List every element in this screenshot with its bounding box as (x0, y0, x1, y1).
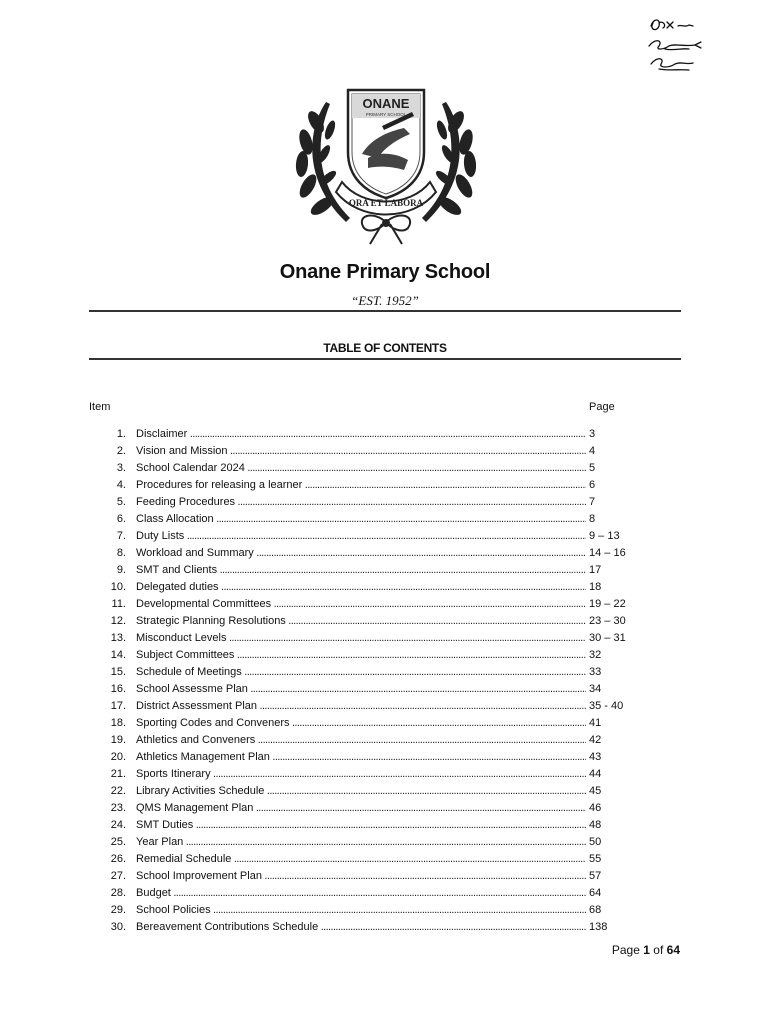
toc-entry-title[interactable]: Misconduct Levels ..... (136, 630, 586, 647)
school-crest-logo (286, 82, 486, 248)
toc-entry-number: 24. (110, 819, 126, 831)
toc-entry[interactable] (0, 851, 770, 868)
toc-entry[interactable] (0, 528, 770, 545)
toc-entry-number: 5. (116, 496, 126, 508)
toc-entry[interactable] (0, 749, 770, 766)
toc-entry-title[interactable]: School Assessme Plan ..... (136, 681, 586, 698)
toc-entry[interactable] (0, 800, 770, 817)
toc-entry[interactable] (0, 766, 770, 783)
page-footer (612, 943, 680, 957)
toc-entry-title[interactable]: Library Activities Schedule ..... (136, 783, 586, 800)
toc-entry-page: 30 – 31 (589, 632, 626, 644)
toc-entry-page: 48 (589, 819, 602, 831)
toc-entry-number: 23. (110, 802, 126, 814)
toc-entry-title[interactable]: Sports Itinerary ..... (136, 766, 586, 783)
toc-entry[interactable] (0, 783, 770, 800)
toc-entry-page: 41 (589, 717, 602, 729)
established-year: “EST. 1952” (351, 293, 419, 308)
toc-entry-page: 23 – 30 (589, 615, 626, 627)
toc-entry-title[interactable]: Delegated duties ..... (136, 579, 586, 596)
toc-entry-title[interactable]: Duty Lists ..... (136, 528, 586, 545)
toc-entry-number: 11. (111, 598, 126, 610)
toc-entry-title[interactable]: Class Allocation ..... (136, 511, 586, 528)
toc-entry-number: 2. (116, 445, 126, 457)
toc-entry[interactable] (0, 443, 770, 460)
toc-entry-title[interactable]: Feeding Procedures ..... (136, 494, 586, 511)
toc-entry[interactable] (0, 834, 770, 851)
toc-entry-page: 32 (589, 649, 602, 661)
toc-entry[interactable] (0, 630, 770, 647)
toc-entry[interactable] (0, 817, 770, 834)
toc-entry-number: 22. (110, 785, 126, 797)
toc-entry-number: 4. (116, 479, 126, 491)
page-column-header: Page (589, 401, 615, 413)
toc-entry[interactable] (0, 545, 770, 562)
toc-entry[interactable] (0, 579, 770, 596)
toc-entry-page: 6 (589, 479, 596, 491)
toc-entry-title[interactable]: Remedial Schedule ..... (136, 851, 586, 868)
toc-entry-page: 33 (589, 666, 602, 678)
toc-entry-number: 28. (110, 887, 126, 899)
crest-subtitle-text: PRIMARY SCHOOL (365, 112, 407, 117)
toc-entry-page: 44 (589, 768, 602, 780)
toc-entry-page: 55 (589, 853, 602, 865)
toc-entry-page: 43 (589, 751, 602, 763)
toc-entry[interactable] (0, 902, 770, 919)
toc-entry[interactable] (0, 460, 770, 477)
footer-of-label: of (653, 943, 664, 957)
toc-entry-title[interactable]: School Policies ..... (136, 902, 586, 919)
toc-entry-page: 4 (589, 445, 596, 457)
toc-entry-title[interactable]: QMS Management Plan ..... (136, 800, 586, 817)
toc-entry[interactable] (0, 647, 770, 664)
toc-entry[interactable] (0, 477, 770, 494)
toc-entry[interactable] (0, 885, 770, 902)
toc-entry-number: 26. (110, 853, 126, 865)
toc-entry-number: 12. (110, 615, 126, 627)
toc-entry[interactable] (0, 613, 770, 630)
toc-entry-title[interactable]: Subject Committees ..... (136, 647, 586, 664)
toc-entry-number: 10. (110, 581, 126, 593)
toc-entry-page: 17 (589, 564, 602, 576)
toc-entry-title[interactable]: Disclaimer ..... (136, 426, 586, 443)
toc-entry-number: 3. (116, 462, 126, 474)
toc-entry-page: 46 (589, 802, 602, 814)
toc-entry-title[interactable]: Vision and Mission ..... (136, 443, 586, 460)
school-name-title: Onane Primary School (279, 261, 491, 283)
toc-entry[interactable] (0, 562, 770, 579)
toc-entry-page: 35 - 40 (589, 700, 624, 712)
toc-entry-title[interactable]: Athletics Management Plan ..... (136, 749, 586, 766)
toc-entry-number: 13. (110, 632, 126, 644)
toc-entry-page: 64 (589, 887, 602, 899)
toc-entry-number: 30. (110, 921, 126, 933)
toc-entry-number: 6. (116, 513, 126, 525)
toc-entry-number: 27. (110, 870, 126, 882)
toc-entry-number: 20. (110, 751, 126, 763)
toc-entry-title[interactable]: Schedule of Meetings ..... (136, 664, 586, 681)
toc-entry-number: 29. (110, 904, 126, 916)
toc-entry[interactable] (0, 732, 770, 749)
toc-entry-number: 17. (110, 700, 126, 712)
toc-entry-title[interactable]: Bereavement Contributions Schedule ..... (136, 919, 586, 936)
toc-entry-title[interactable]: School Improvement Plan ..... (136, 868, 586, 885)
toc-entry-number: 7. (116, 530, 126, 542)
item-column-header: Item (89, 401, 111, 413)
toc-entry-title[interactable]: SMT and Clients ..... (136, 562, 586, 579)
header-divider-bottom (89, 358, 681, 360)
toc-entry[interactable] (0, 698, 770, 715)
toc-entry[interactable] (0, 919, 770, 936)
toc-entry-title[interactable]: Year Plan ..... (136, 834, 586, 851)
crest-motto-text: ORA ET LABORA (348, 198, 424, 208)
toc-entry-title[interactable]: District Assessment Plan ..... (136, 698, 586, 715)
toc-entry[interactable] (0, 494, 770, 511)
toc-entry-title[interactable]: Developmental Committees ..... (136, 596, 586, 613)
toc-entry-page: 57 (589, 870, 602, 882)
footer-page-label: Page (611, 943, 640, 957)
toc-entry-title[interactable]: Budget ..... (136, 885, 586, 902)
toc-entry-number: 21. (110, 768, 126, 780)
toc-entry-number: 19. (110, 734, 126, 746)
toc-entry-page: 138 (589, 921, 608, 933)
toc-entry-page: 42 (589, 734, 602, 746)
toc-entry-title[interactable]: SMT Duties ..... (136, 817, 586, 834)
toc-entry[interactable] (0, 511, 770, 528)
signature-mark (645, 14, 703, 74)
toc-entry-page: 45 (589, 785, 602, 797)
toc-entry[interactable] (0, 715, 770, 732)
toc-entry-number: 15. (110, 666, 126, 678)
toc-entry-page: 9 – 13 (589, 530, 620, 542)
toc-entry-number: 16. (110, 683, 126, 695)
toc-entry-number: 14. (110, 649, 126, 661)
toc-entry[interactable] (0, 664, 770, 681)
toc-entry[interactable] (0, 426, 770, 443)
toc-entry-page: 18 (589, 581, 602, 593)
toc-entry[interactable] (0, 596, 770, 613)
toc-entry-page: 19 – 22 (589, 598, 626, 610)
toc-entry-number: 1. (116, 428, 126, 440)
footer-total-pages: 64 (666, 943, 680, 957)
toc-entry-page: 68 (589, 904, 602, 916)
toc-entry-title[interactable]: Procedures for releasing a learner ..... (136, 477, 586, 494)
toc-entry-title[interactable]: Athletics and Conveners ..... (136, 732, 586, 749)
toc-entry-title[interactable]: Strategic Planning Resolutions ..... (136, 613, 586, 630)
toc-entry[interactable] (0, 868, 770, 885)
toc-entry-number: 18. (110, 717, 126, 729)
toc-entry-page: 34 (589, 683, 602, 695)
toc-entry-page: 7 (589, 496, 596, 508)
toc-entry-number: 25. (110, 836, 126, 848)
toc-entry-page: 14 – 16 (589, 547, 626, 559)
toc-entry-page: 50 (589, 836, 602, 848)
toc-entry-number: 9. (116, 564, 126, 576)
toc-entry-title[interactable]: Sporting Codes and Conveners ..... (136, 715, 586, 732)
crest-name-text: ONANE (362, 96, 410, 111)
toc-entry-title[interactable]: School Calendar 2024 ..... (136, 460, 586, 477)
footer-current-page: 1 (643, 943, 650, 957)
header-divider-top (89, 310, 681, 312)
toc-entry-page: 8 (589, 513, 596, 525)
toc-entry-number: 8. (116, 547, 126, 559)
toc-heading: TABLE OF CONTENTS (323, 341, 447, 355)
toc-entry-page: 3 (589, 428, 596, 440)
toc-entry[interactable] (0, 681, 770, 698)
toc-entry-title[interactable]: Workload and Summary ..... (136, 545, 586, 562)
toc-entry-page: 5 (589, 462, 596, 474)
